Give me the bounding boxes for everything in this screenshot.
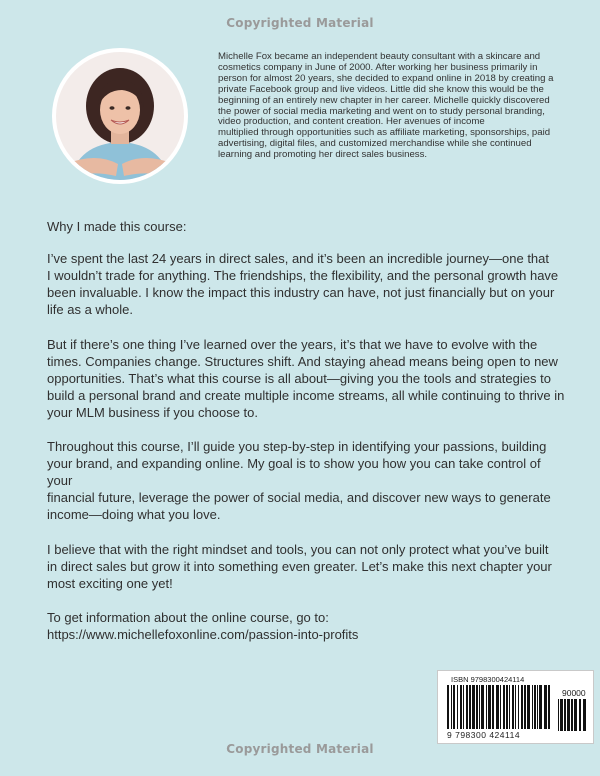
barcode-bar <box>544 685 547 729</box>
barcode-bars <box>447 685 551 729</box>
barcode-bar <box>453 685 455 729</box>
isbn-digits: 9 798300 424114 <box>447 730 521 740</box>
barcode-bar <box>500 685 501 729</box>
author-portrait-illustration <box>56 52 184 180</box>
barcode-bar <box>518 685 519 729</box>
barcode-bar <box>506 685 508 729</box>
addon-barcode-bars <box>558 699 588 731</box>
barcode-bar <box>527 685 530 729</box>
barcode-bar <box>534 685 536 729</box>
copyright-watermark-top: Copyrighted Material <box>226 16 374 30</box>
barcode-bar <box>548 685 550 729</box>
barcode-bar <box>521 685 523 729</box>
section-heading: Why I made this course: <box>47 219 187 234</box>
barcode-bar <box>457 685 458 729</box>
author-bio: Michelle Fox became an independent beauty consultant with a skincare and cosmetics company in June of 2000. After working her business primarily in person for almost 20 years, she decided to expand online in 2018 by creating a private Facebook group and live videos. Little did she know this would be the beginning of an entirely new chapter in her career. Michelle quickly discovered the power of social media marketing and went on to study personal branding, video production, and content creation. Her avenues of income multiplied through opportunities such as affiliate marketing, sponsorships, paid advertising, digital files, and customized merchandise while she continued learning and promoting her direct sales business. <box>218 51 554 161</box>
barcode-bar <box>466 685 468 729</box>
barcode-bar <box>469 685 471 729</box>
barcode-bar <box>481 685 484 729</box>
barcode-bar <box>512 685 514 729</box>
barcode-bar <box>509 685 510 729</box>
price-code: 90000 <box>562 688 586 698</box>
barcode-bar <box>574 699 577 731</box>
paragraph-guide: Throughout this course, I’ll guide you step-by-step in identifying your passions, building your brand, and expanding online. My goal is to show you how you can take control of your financial future, leverage the power of social media, and discover new ways to generate income—doing what you love. <box>47 439 551 522</box>
barcode-bar <box>560 699 563 731</box>
author-photo <box>56 52 184 180</box>
barcode-bar <box>571 699 573 731</box>
barcode-bar <box>579 699 581 731</box>
barcode-bar <box>447 685 449 729</box>
barcode-bar <box>479 685 480 729</box>
paragraph-evolve: But if there’s one thing I’ve learned over the years, it’s that we have to evolve with the times. Companies change. Structures shift. And staying ahead means being open to new opportunities. That’s what this course is all about—giving you the tools and strategies to build a personal brand and create multiple income streams, all while continuing to thrive in your MLM business if you choose to. <box>47 336 565 420</box>
barcode-bar <box>496 685 499 729</box>
barcode-bar <box>564 699 566 731</box>
barcode-bar <box>524 685 526 729</box>
barcode-bar <box>567 699 570 731</box>
barcode-bar <box>503 685 505 729</box>
barcode-bar <box>583 699 586 731</box>
paragraph-course-link: To get information about the online course, go to: https://www.michellefoxonline.com/passion-into-profits <box>47 610 359 642</box>
barcode-bar <box>451 685 452 729</box>
copyright-watermark-bottom: Copyrighted Material <box>226 742 374 756</box>
barcode-bar <box>463 685 464 729</box>
course-description <box>47 218 567 661</box>
paragraph-mindset: I believe that with the right mindset and tools, you can not only protect what you’ve built in direct sales but grow it into something even greater. Let’s make this next chapter your most exciting one yet! <box>47 541 552 591</box>
isbn-barcode <box>437 670 594 744</box>
barcode-bar <box>486 685 487 729</box>
barcode-bar <box>472 685 475 729</box>
paragraph-journey: I’ve spent the last 24 years in direct sales, and it’s been an incredible journey—one that I wouldn’t trade for anything. The friendships, the flexibility, and the personal growth have been invaluable. I know the impact this industry can have, not just financially but on your life as a whole. <box>47 251 559 317</box>
barcode-bar <box>558 699 559 731</box>
barcode-bar <box>460 685 462 729</box>
barcode-bar <box>539 685 542 729</box>
isbn-label: ISBN 9798300424114 <box>451 675 525 684</box>
barcode-bar <box>492 685 494 729</box>
barcode-bar <box>476 685 478 729</box>
barcode-bar <box>537 685 538 729</box>
barcode-bar <box>488 685 491 729</box>
barcode-bar <box>515 685 516 729</box>
barcode-bar <box>532 685 533 729</box>
